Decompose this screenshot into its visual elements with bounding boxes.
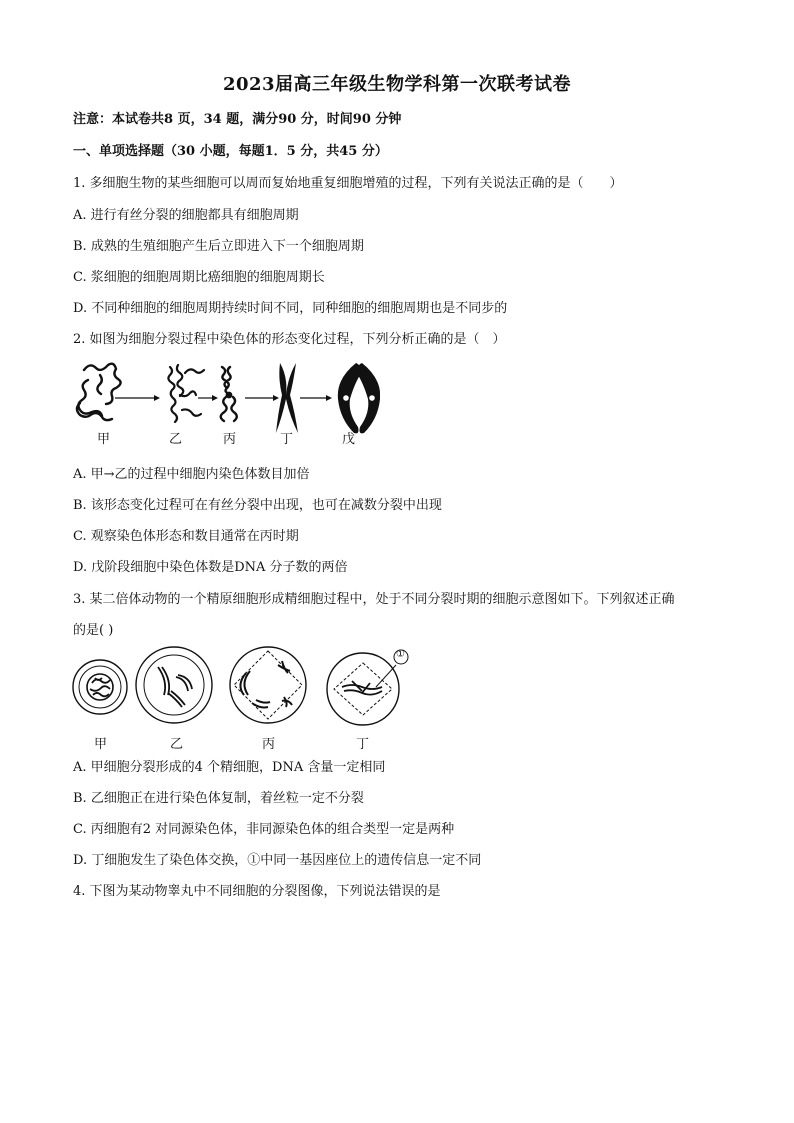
cell-jia-icon [73, 660, 127, 714]
coiled-chromosome-icon [221, 367, 237, 421]
q3-option-a: A. 甲细胞分裂形成的4 个精细胞，DNA 含量一定相同 [73, 760, 386, 775]
q2-option-b: B. 该形态变化过程可在有丝分裂中出现，也可在减数分裂中出现 [73, 498, 442, 513]
fig2-label-jia: 甲 [97, 432, 111, 447]
question-2-stem: 2. 如图为细胞分裂过程中染色体的形态变化过程，下列分析正确的是（ ） [73, 332, 506, 347]
fig3-label-yi: 乙 [170, 737, 184, 752]
q3-option-b: B. 乙细胞正在进行染色体复制，着丝粒一定不分裂 [73, 791, 364, 806]
q2-option-c: C. 观察染色体形态和数目通常在丙时期 [73, 529, 299, 544]
cell-division-figure [70, 645, 415, 735]
q3-option-c: C. 丙细胞有2 对同源染色体，非同源染色体的组合类型一定是两种 [73, 822, 455, 837]
fig2-label-ding: 丁 [280, 432, 294, 447]
fig3-label-ding: 丁 [356, 737, 370, 752]
page-title: 2023届高三年级生物学科第一次联考试卷 [222, 74, 572, 95]
q2-option-d: D. 戊阶段细胞中染色体数是DNA 分子数的两倍 [73, 560, 348, 575]
fig2-label-yi: 乙 [169, 432, 183, 447]
notice: 注意：本试卷共8 页，34 题，满分90 分，时间90 分钟 [73, 112, 402, 127]
q2-option-a: A. 甲→乙的过程中细胞内染色体数目加倍 [73, 467, 310, 482]
question-3-stem-line1: 3. 某二倍体动物的一个精原细胞形成精细胞过程中，处于不同分裂时期的细胞示意图如下。下列叙述正确 [73, 592, 675, 607]
question-3-stem-line2: 的是( ) [73, 623, 114, 638]
fig3-label-jia: 甲 [94, 737, 108, 752]
separated-chromatids-icon [338, 363, 380, 433]
metaphase-chromosome-icon [276, 363, 298, 433]
fig3-label-bing: 丙 [262, 737, 276, 752]
fig2-label-wu: 戊 [342, 432, 356, 447]
chromatin-tangle-icon [77, 364, 121, 420]
q1-option-c: C. 浆细胞的细胞周期比癌细胞的细胞周期长 [73, 270, 325, 285]
cell-ding-icon [327, 650, 408, 725]
q1-option-b: B. 成熟的生殖细胞产生后立即进入下一个细胞周期 [73, 239, 364, 254]
q1-option-a: A. 进行有丝分裂的细胞都具有细胞周期 [73, 208, 299, 223]
question-1-stem: 1. 多细胞生物的某些细胞可以周而复始地重复细胞增殖的过程，下列有关说法正确的是（ ） [73, 176, 623, 191]
question-4-stem: 4. 下图为某动物睾丸中不同细胞的分裂图像，下列说法错误的是 [73, 884, 441, 899]
section-heading: 一、单项选择题（30 小题，每题1．5 分，共45 分） [73, 144, 388, 159]
cell-yi-icon [136, 647, 212, 723]
circled-one-marker: ① [396, 649, 405, 660]
q3-option-d: D. 丁细胞发生了染色体交换，①中同一基因座位上的遗传信息一定不同 [73, 853, 482, 868]
condensing-chromosome-icon [168, 365, 204, 422]
q1-option-d: D. 不同种细胞的细胞周期持续时间不同，同种细胞的细胞周期也是不同步的 [73, 301, 508, 316]
cell-bing-icon [230, 647, 306, 723]
fig2-label-bing: 丙 [223, 432, 237, 447]
